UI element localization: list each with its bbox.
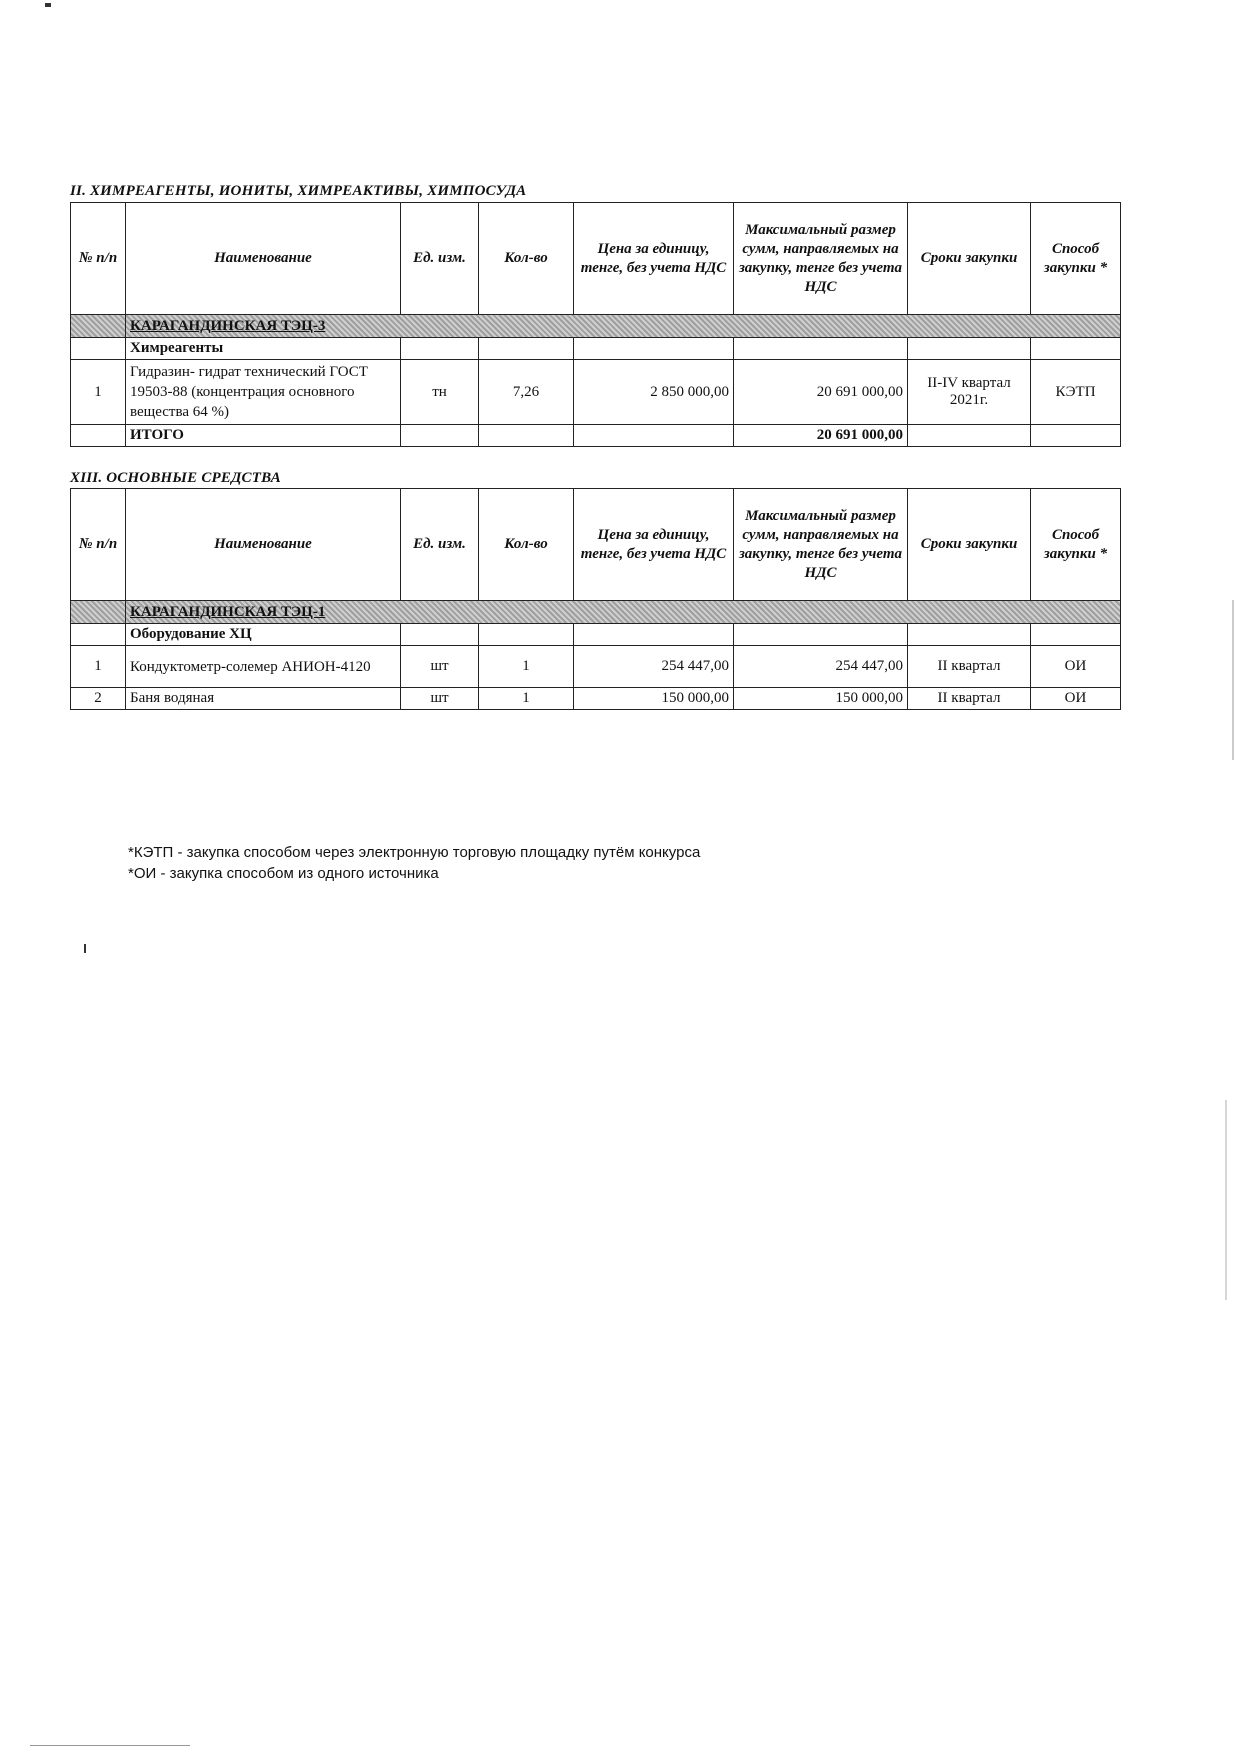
footnote-ketp: *КЭТП - закупка способом через электронную торговую площадку путём конкурса (128, 844, 701, 861)
row-max-sum: 254 447,00 (734, 646, 908, 688)
row-max-sum: 150 000,00 (734, 688, 908, 710)
row-qty: 1 (479, 646, 574, 688)
col-header-qty: Кол-во (479, 203, 574, 315)
chemicals-table (70, 202, 1121, 447)
plant-name: КАРАГАНДИНСКАЯ ТЭЦ-3 (130, 317, 326, 334)
fixed-assets-table (70, 488, 1121, 710)
col-header-num: № п/п (71, 489, 126, 601)
row-terms: II квартал (908, 688, 1031, 710)
col-header-name: Наименование (126, 203, 401, 315)
col-header-price: Цена за единицу, тенге, без учета НДС (574, 489, 734, 601)
row-num: 2 (71, 688, 126, 710)
row-name: Кондуктометр-солемер АНИОН-4120 (126, 646, 401, 688)
group-row (71, 624, 1121, 646)
row-method: ОИ (1031, 688, 1121, 710)
row-terms: II-IV квартал 2021г. (908, 360, 1031, 425)
table-header-row (71, 203, 1121, 315)
table-header-row (71, 489, 1121, 601)
scan-speck (45, 3, 51, 7)
plant-row (71, 601, 1121, 624)
row-unit: шт (401, 688, 479, 710)
group-name: Химреагенты (126, 338, 401, 360)
col-header-terms: Сроки закупки (908, 203, 1031, 315)
plant-row (71, 315, 1121, 338)
footnote-oi: *ОИ - закупка способом из одного источника (128, 865, 439, 882)
group-row (71, 338, 1121, 360)
col-header-unit: Ед. изм. (401, 203, 479, 315)
table-row (71, 688, 1121, 710)
col-header-price: Цена за единицу, тенге, без учета НДС (574, 203, 734, 315)
footnotes (128, 842, 700, 884)
row-unit: шт (401, 646, 479, 688)
scan-speck (84, 944, 86, 953)
scan-edge-mark (30, 1745, 190, 1746)
col-header-unit: Ед. изм. (401, 489, 479, 601)
row-unit: тн (401, 360, 479, 425)
row-price: 150 000,00 (574, 688, 734, 710)
row-method: КЭТП (1031, 360, 1121, 425)
plant-name: КАРАГАНДИНСКАЯ ТЭЦ-1 (130, 603, 326, 620)
row-method: ОИ (1031, 646, 1121, 688)
col-header-max-sum: Максимальный размер сумм, направляемых на закупку, тенге без учета НДС (734, 489, 908, 601)
row-num: 1 (71, 360, 126, 425)
col-header-method: Способ закупки * (1031, 203, 1121, 315)
row-qty: 1 (479, 688, 574, 710)
scan-edge-mark (1225, 1100, 1227, 1300)
col-header-max-sum: Максимальный размер сумм, направляемых на закупку, тенге без учета НДС (734, 203, 908, 315)
section-title-fixed-assets: XIII. ОСНОВНЫЕ СРЕДСТВА (70, 470, 281, 486)
scan-edge-mark (1232, 600, 1234, 760)
row-max-sum: 20 691 000,00 (734, 360, 908, 425)
row-name: Баня водяная (126, 688, 401, 710)
row-qty: 7,26 (479, 360, 574, 425)
row-terms: II квартал (908, 646, 1031, 688)
group-name: Оборудование ХЦ (126, 624, 401, 646)
col-header-name: Наименование (126, 489, 401, 601)
row-num: 1 (71, 646, 126, 688)
total-label: ИТОГО (126, 425, 401, 447)
col-header-method: Способ закупки * (1031, 489, 1121, 601)
row-price: 2 850 000,00 (574, 360, 734, 425)
table-row (71, 360, 1121, 425)
row-price: 254 447,00 (574, 646, 734, 688)
section-title-chemicals: II. ХИМРЕАГЕНТЫ, ИОНИТЫ, ХИМРЕАКТИВЫ, ХИМПОСУДА (70, 183, 527, 199)
row-name: Гидразин- гидрат технический ГОСТ 19503-88 (концентрация основного вещества 64 %) (126, 360, 401, 425)
col-header-terms: Сроки закупки (908, 489, 1031, 601)
col-header-qty: Кол-во (479, 489, 574, 601)
total-row (71, 425, 1121, 447)
col-header-num: № п/п (71, 203, 126, 315)
total-sum: 20 691 000,00 (734, 425, 908, 447)
table-row (71, 646, 1121, 688)
